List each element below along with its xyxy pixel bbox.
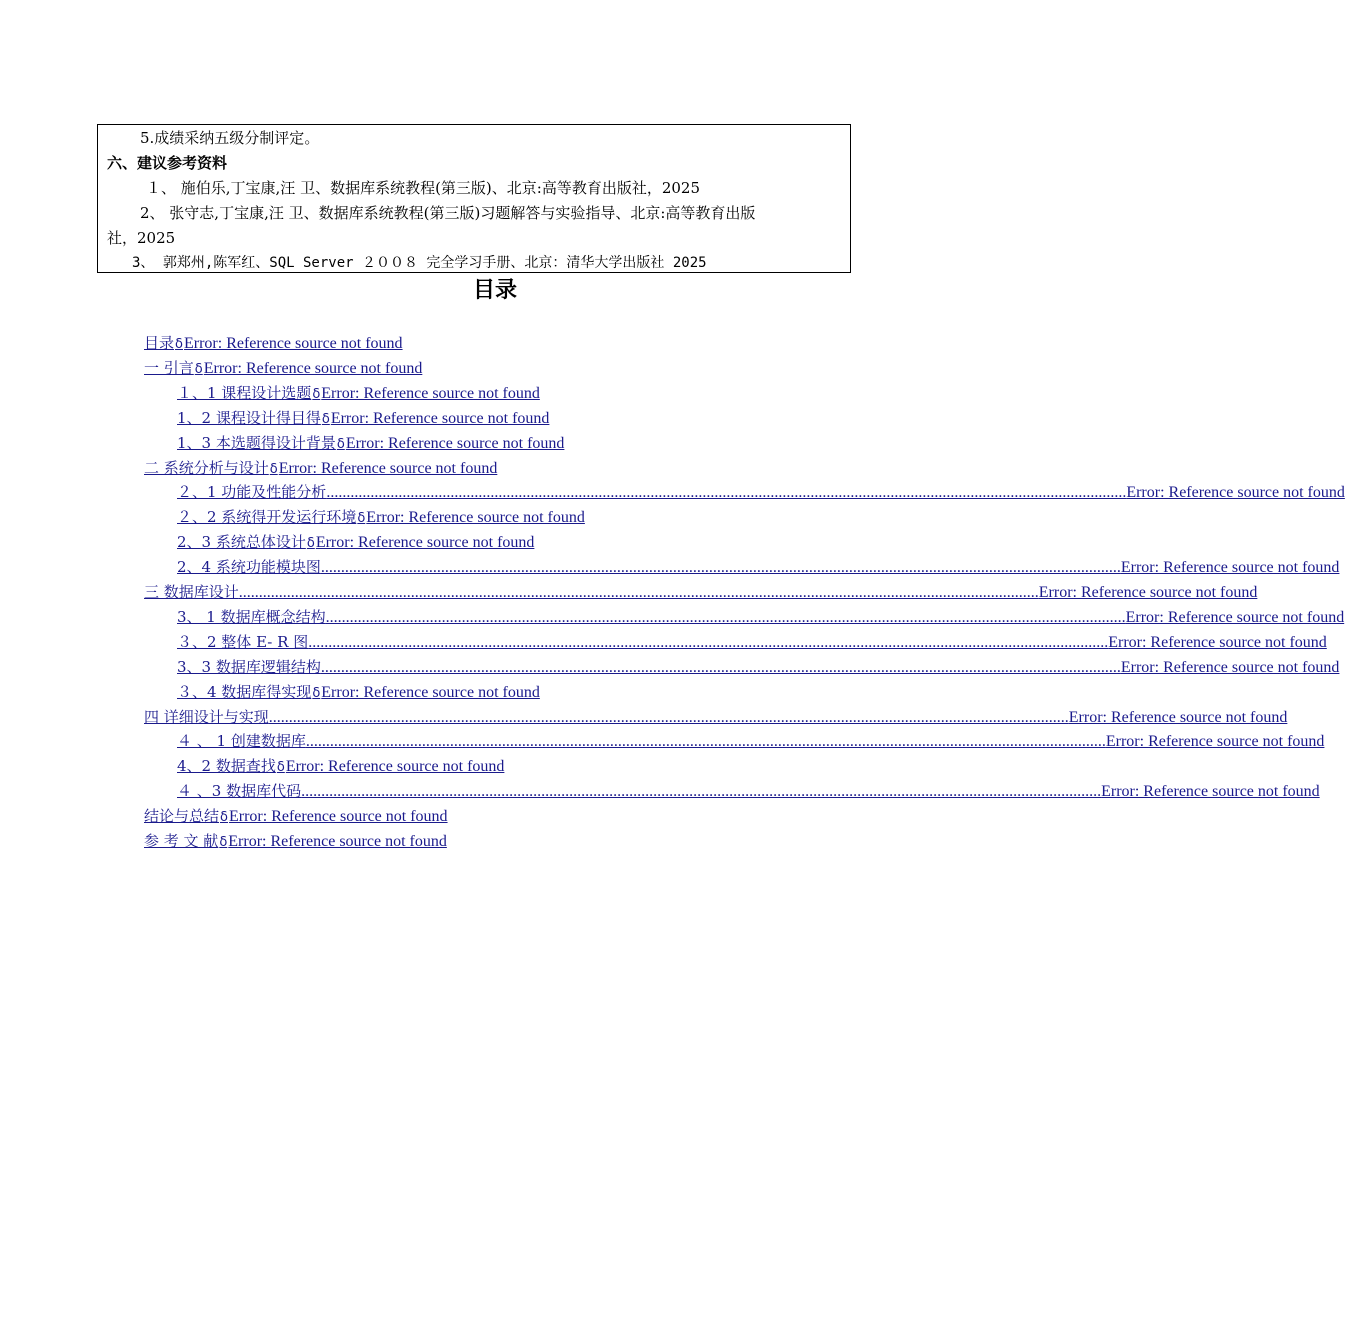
toc-leader-dots: ........................................................................................................................................................................................................ xyxy=(320,559,1121,577)
toc-entry-page-ref: Error: Reference source not found xyxy=(228,808,448,826)
toc-entry-page-ref: Error: Reference source not found xyxy=(278,459,498,477)
toc-entry-label: 3、 1 数据库概念结构 xyxy=(177,607,326,626)
toc-field-glyph: ẟ xyxy=(219,835,228,850)
toc-entry-page-ref: Error: Reference source not found xyxy=(321,384,540,402)
toc-entry-label: 目录 xyxy=(144,334,175,352)
toc-entry[interactable] xyxy=(177,632,1327,653)
toc-entry-label: 参 考 文 献 xyxy=(144,832,219,850)
toc-entry-page-ref: Error: Reference source not found xyxy=(1108,633,1327,651)
toc-entry-page-ref: Error: Reference source not found xyxy=(1126,484,1345,502)
toc-entry-label: 四 详细设计与实现 xyxy=(144,707,269,726)
toc-entry[interactable] xyxy=(177,657,1340,678)
toc-entry[interactable] xyxy=(177,682,540,704)
toc-field-glyph: ẟ xyxy=(312,386,321,402)
toc-entry-page-ref: Error: Reference source not found xyxy=(1068,708,1288,726)
toc-leader-dots: ........................................................................................................................................................................................................ xyxy=(301,783,1102,801)
toc-entry-page-ref: Error: Reference source not found xyxy=(366,509,585,527)
toc-entry-page-ref: Error: Reference source not found xyxy=(1120,658,1340,676)
toc-entry-label: 1、2 课程设计得目得 xyxy=(177,408,321,427)
toc-entry-label: １、1 课程设计选题 xyxy=(177,383,312,402)
toc-entry[interactable] xyxy=(177,532,534,554)
toc-field-glyph: ẟ xyxy=(175,337,183,352)
toc-entry[interactable] xyxy=(177,731,1325,752)
toc-leader-dots: ........................................................................................................................................................................................................ xyxy=(308,633,1109,651)
toc-entry-page-ref: Error: Reference source not found xyxy=(321,683,540,701)
reference-item: １、 施伯乐,丁宝康,汪 卫、数据库系统教程(第三版)、北京:高等教育出版社，2025 xyxy=(146,179,701,197)
toc-field-glyph: ẟ xyxy=(312,685,321,701)
toc-entry-label: 三 数据库设计 xyxy=(144,583,239,601)
toc-leader-dots: ........................................................................................................................................................................................................ xyxy=(320,658,1121,676)
reference-box xyxy=(97,124,851,273)
section-heading: 六、建议参考资料 xyxy=(107,154,228,172)
toc-field-glyph: ẟ xyxy=(321,411,330,427)
toc-entry-page-ref: Error: Reference source not found xyxy=(315,534,535,552)
toc-leader-dots: ........................................................................................................................................................................................................ xyxy=(305,733,1106,751)
toc-entry-label: ２、1 功能及性能分析 xyxy=(177,483,327,502)
toc-entry-page-ref: Error: Reference source not found xyxy=(345,434,565,452)
toc-entry-label: 1、3 本选题得设计背景 xyxy=(177,433,336,452)
toc-field-glyph: ẟ xyxy=(357,511,366,527)
toc-entry-label: 2、3 系统总体设计 xyxy=(177,533,306,552)
toc-entry[interactable] xyxy=(177,408,549,430)
grading-line: 5.成绩采纳五级分制评定。 xyxy=(140,129,320,147)
reference-item-continuation: 社，2025 xyxy=(107,229,176,247)
toc-entry-label: 3、3 数据库逻辑结构 xyxy=(177,657,321,676)
toc-field-glyph: ẟ xyxy=(336,436,345,452)
toc-entry[interactable] xyxy=(144,707,1288,728)
toc-entry-label: 结论与总结 xyxy=(144,807,220,826)
toc-entry-label: 二 系统分析与设计 xyxy=(144,458,269,477)
toc-entry-label: ３、4 数据库得实现 xyxy=(177,682,312,701)
toc-entry[interactable] xyxy=(177,557,1340,578)
toc-field-glyph: ẟ xyxy=(220,810,228,826)
toc-field-glyph: ẟ xyxy=(276,760,285,776)
toc-entry[interactable] xyxy=(177,482,1345,503)
toc-entry-page-ref: Error: Reference source not found xyxy=(183,335,403,352)
toc-entry-page-ref: Error: Reference source not found xyxy=(1105,733,1325,751)
toc-entry[interactable] xyxy=(177,507,585,529)
toc-entry-label: ４ 、 1 创建数据库 xyxy=(177,732,306,751)
toc-leader-dots: ........................................................................................................................................................................................................ xyxy=(238,584,1039,601)
toc-entry-label: 一 引言 xyxy=(144,358,194,377)
toc-leader-dots: ........................................................................................................................................................................................................ xyxy=(326,484,1127,502)
toc-entry-page-ref: Error: Reference source not found xyxy=(285,758,505,776)
toc-entry-label: ３、2 整体 E- R 图 xyxy=(177,632,309,651)
toc-entry-page-ref: Error: Reference source not found xyxy=(1101,783,1320,801)
toc-entry[interactable] xyxy=(144,458,497,480)
toc-entry[interactable] xyxy=(144,806,448,828)
toc-entry-page-ref: Error: Reference source not found xyxy=(1120,559,1340,577)
toc-entry[interactable] xyxy=(177,433,564,455)
toc-entry[interactable] xyxy=(144,333,403,355)
toc-field-glyph: ẟ xyxy=(194,361,203,377)
reference-item: 2、 张守志,丁宝康,汪 卫、数据库系统教程(第三版)习题解答与实验指导、北京:高等教育出版 xyxy=(140,204,756,222)
toc-entry[interactable] xyxy=(144,831,447,853)
reference-item: 3、 郭郑州,陈军红、SQL Server ２００８ 完全学习手册、北京：清华大学出版社 2025 xyxy=(132,255,707,271)
toc-entry[interactable] xyxy=(177,607,1345,628)
toc-entry-page-ref: Error: Reference source not found xyxy=(330,409,550,427)
toc-entry[interactable] xyxy=(144,582,1258,603)
toc-entry[interactable] xyxy=(177,781,1320,802)
toc-title: 目录 xyxy=(472,278,517,303)
toc-field-glyph: ẟ xyxy=(306,536,315,552)
toc-entry-page-ref: Error: Reference source not found xyxy=(228,833,447,850)
toc-leader-dots: ........................................................................................................................................................................................................ xyxy=(325,608,1126,626)
toc-entry-page-ref: Error: Reference source not found xyxy=(1038,584,1258,601)
toc-entry[interactable] xyxy=(177,383,540,405)
toc-entry-page-ref: Error: Reference source not found xyxy=(203,359,423,377)
toc-entry[interactable] xyxy=(144,358,422,380)
toc-entry-label: 2、4 系统功能模块图 xyxy=(177,558,321,577)
toc-leader-dots: ........................................................................................................................................................................................................ xyxy=(268,708,1069,726)
toc-field-glyph: ẟ xyxy=(269,461,278,477)
toc-entry-label: ４ 、3 数据库代码 xyxy=(177,782,302,801)
toc-entry-label: 4、2 数据查找 xyxy=(177,757,276,776)
toc-entry[interactable] xyxy=(177,756,504,778)
toc-entry-label: ２、2 系统得开发运行环境 xyxy=(177,508,357,527)
toc-entry-page-ref: Error: Reference source not found xyxy=(1125,608,1345,626)
